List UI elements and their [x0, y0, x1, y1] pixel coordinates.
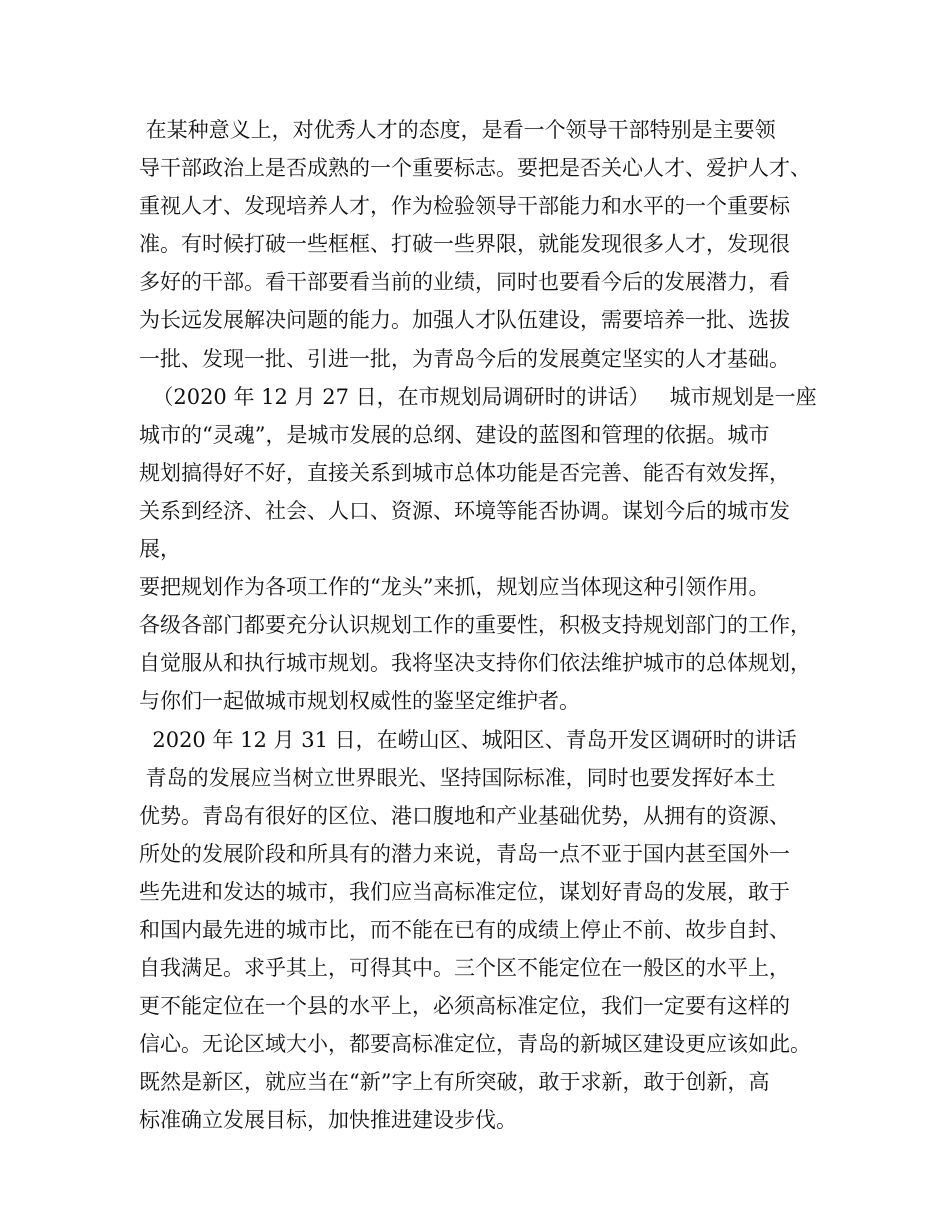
text-line: 青岛的发展应当树立世界眼光、坚持国际标准，同时也要发挥好本土	[139, 765, 776, 790]
text-line: 多好的干部。看干部要看当前的业绩，同时也要看今后的发展潜力，看	[139, 270, 790, 295]
text-line: 重视人才、发现培养人才，作为检验领导干部能力和水平的一个重要标	[139, 194, 790, 219]
text-line: 自我满足。求乎其上，可得其中。三个区不能定位在一般区的水平上，	[139, 956, 790, 981]
text-line: 规划搞得好不好，直接关系到城市总体功能是否完善、能否有效发挥，	[139, 460, 790, 485]
text-line: 各级各部门都要充分认识规划工作的重要性，积极支持规划部门的工作，	[139, 613, 811, 638]
text-line: 自觉服从和执行城市规划。我将坚决支持你们依法维护城市的总体规划，	[139, 651, 811, 676]
text-line: 和国内最先进的城市比，而不能在已有的成绩上停止不前、故步自封、	[139, 917, 790, 942]
text-line: 关系到经济、社会、人口、资源、环境等能否协调。谋划今后的城市发	[139, 498, 790, 523]
document-body	[139, 111, 839, 1140]
text-line: 所处的发展阶段和所具有的潜力来说，青岛一点不亚于国内甚至国外一	[139, 841, 790, 866]
text-line: 导干部政治上是否成熟的一个重要标志。要把是否关心人才、爱护人才、	[139, 156, 811, 181]
text-line: 些先进和发达的城市，我们应当高标准定位，谋划好青岛的发展，敢于	[139, 879, 790, 904]
text-line: 一批、发现一批、引进一批，为青岛今后的发展奠定坚实的人才基础。	[139, 346, 790, 371]
text-line: 展，	[139, 537, 181, 562]
text-line: 优势。青岛有很好的区位、港口腹地和产业基础优势，从拥有的资源、	[139, 803, 790, 828]
text-line: 2020 年 12 月 31 日，在崂山区、城阳区、青岛开发区调研时的讲话	[139, 727, 797, 752]
text-line: 标准确立发展目标，加快推进建设步伐。	[139, 1108, 517, 1133]
text-line: 与你们一起做城市规划权威性的鉴坚定维护者。	[139, 689, 580, 714]
text-line: 要把规划作为各项工作的“龙头”来抓，规划应当体现这种引领作用。	[139, 575, 770, 600]
text-line: 准。有时候打破一些框框、打破一些界限，就能发现很多人才，发现很	[139, 232, 790, 257]
text-line: 城市的“灵魂”，是城市发展的总纲、建设的蓝图和管理的依据。城市	[139, 422, 770, 447]
text-line: 既然是新区，就应当在“新”字上有所突破，敢于求新，敢于创新，高	[139, 1070, 770, 1095]
text-line: 为长远发展解决问题的能力。加强人才队伍建设，需要培养一批、选拔	[139, 308, 790, 333]
text-line: （2020 年 12 月 27 日，在市规划局调研时的讲话） 城市规划是一座	[139, 384, 817, 409]
text-line: 在某种意义上，对优秀人才的态度，是看一个领导干部特别是主要领	[139, 118, 776, 142]
text-line: 更不能定位在一个县的水平上，必须高标准定位，我们一定要有这样的	[139, 994, 790, 1019]
text-line: 信心。无论区域大小，都要高标准定位，青岛的新城区建设更应该如此。	[139, 1032, 811, 1057]
